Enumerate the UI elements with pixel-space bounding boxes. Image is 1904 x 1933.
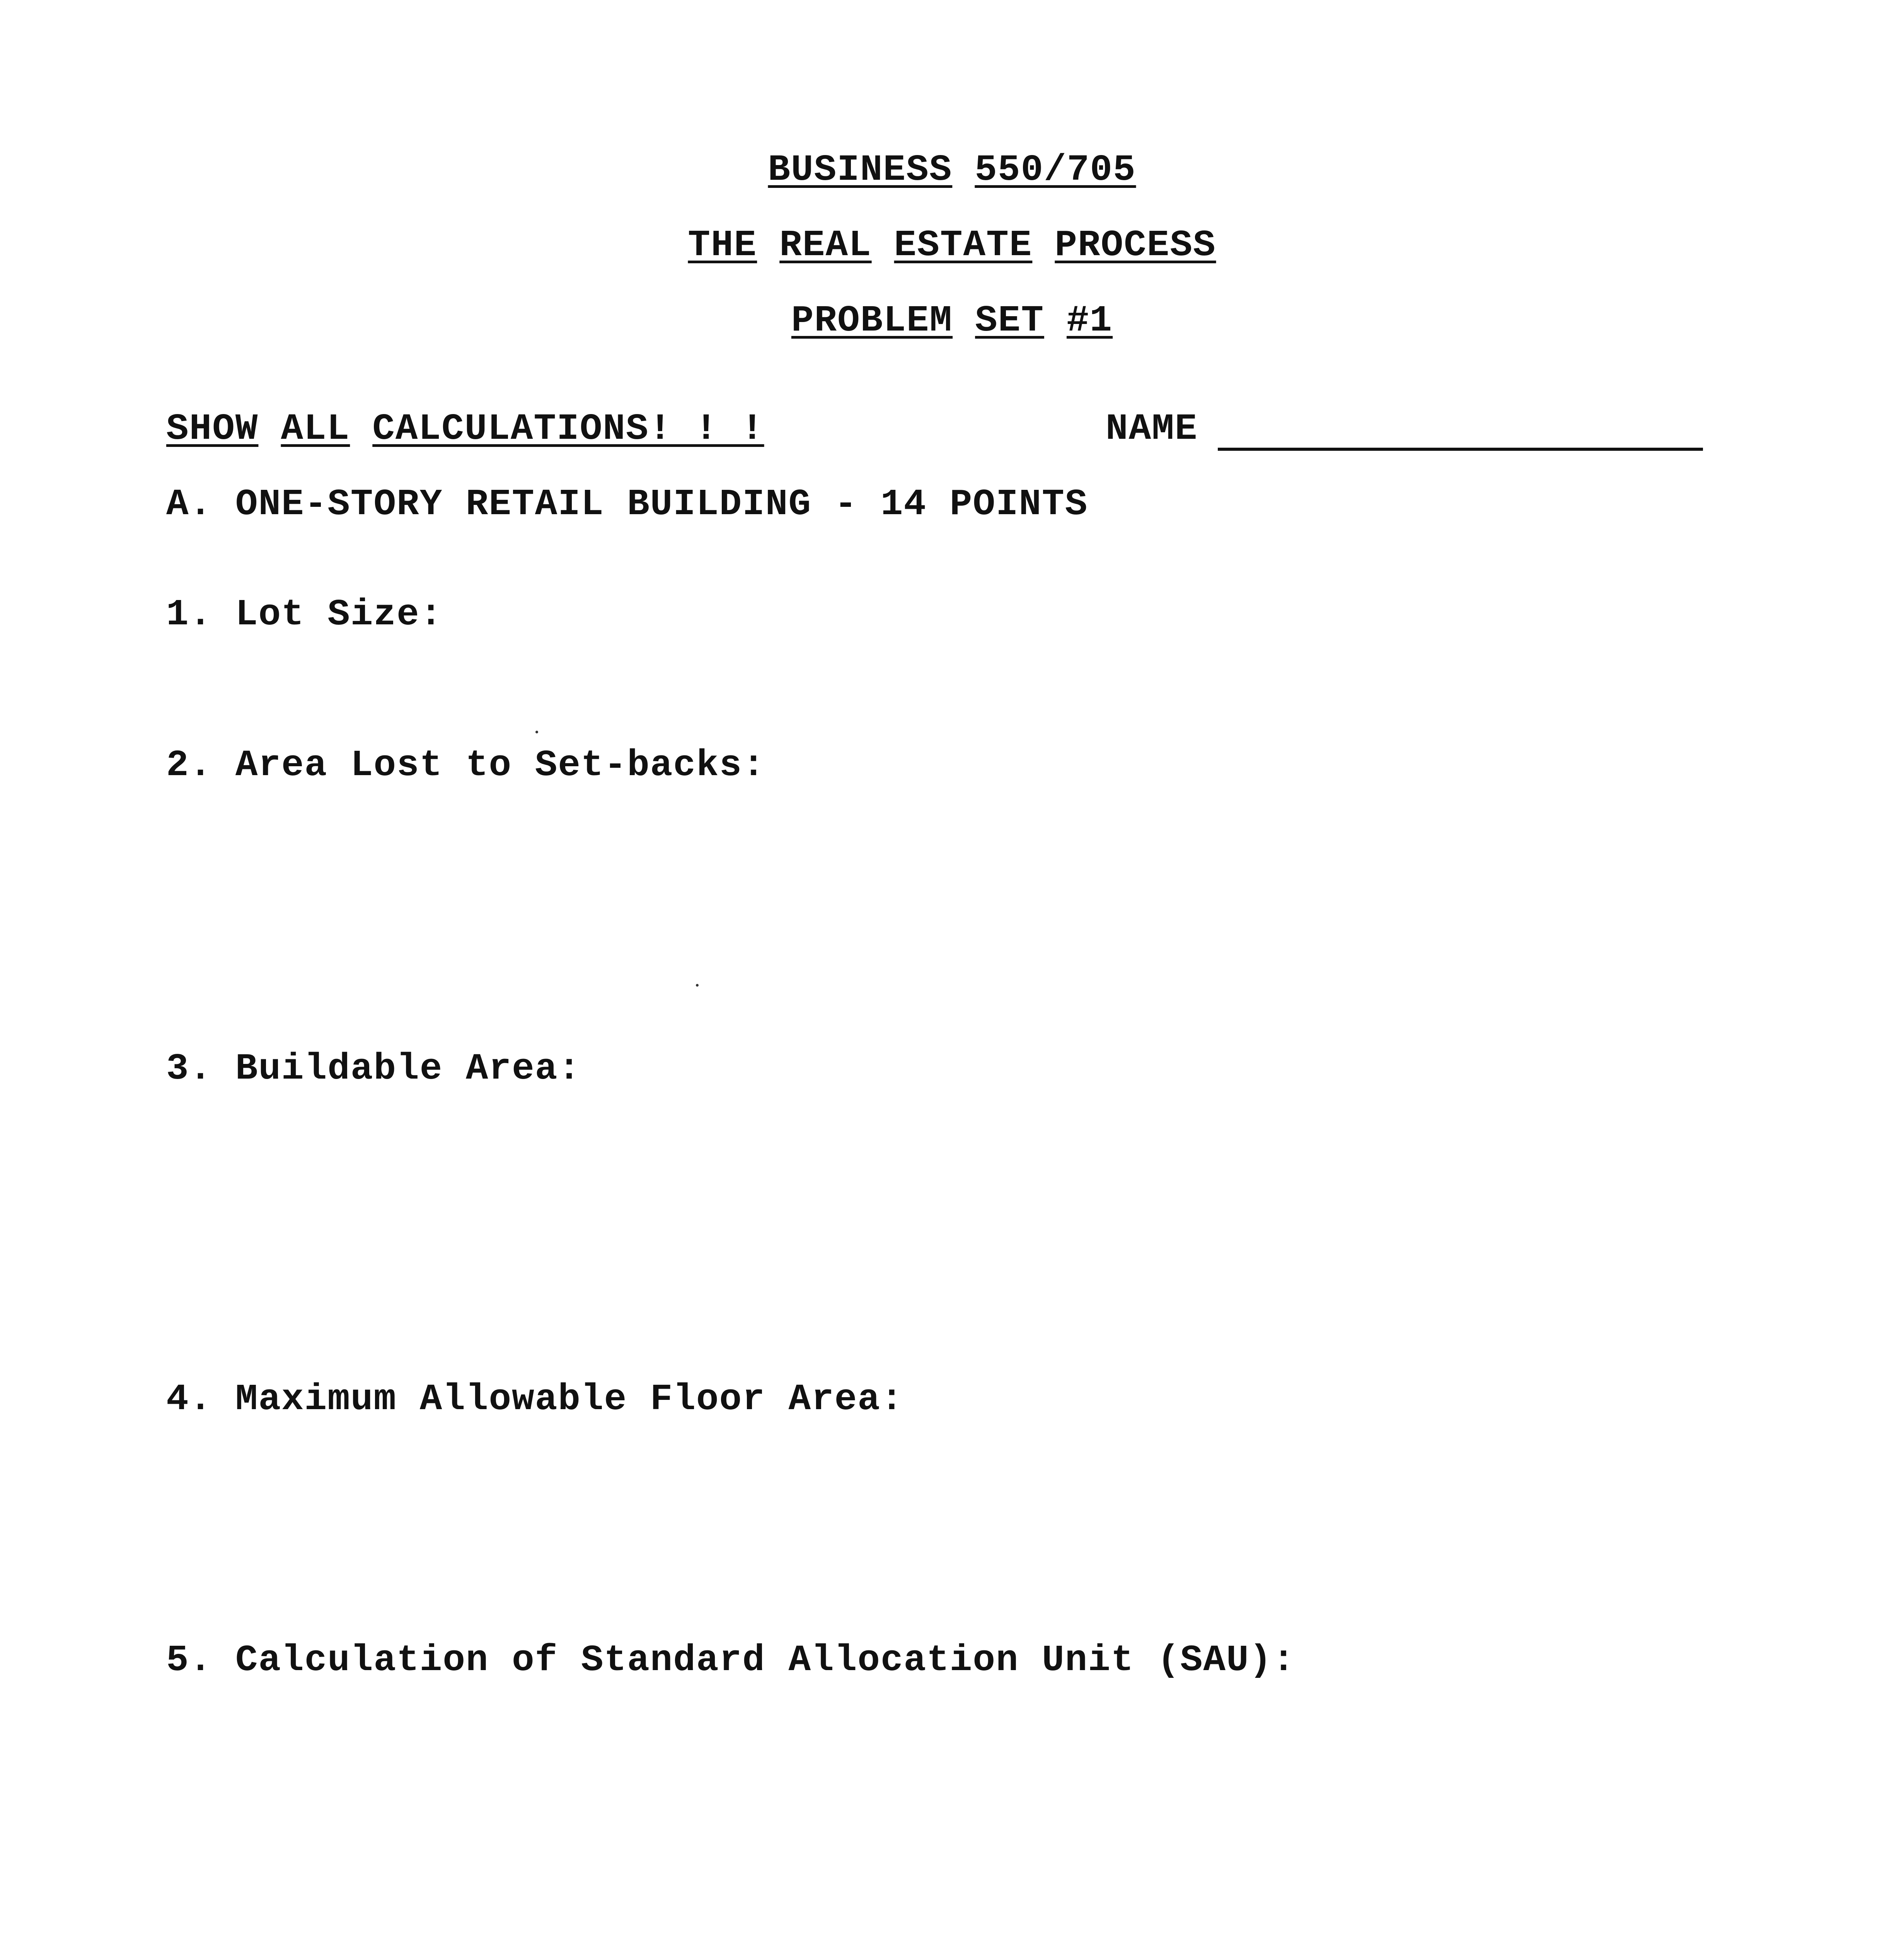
question-4: 4. Maximum Allowable Floor Area: (166, 1378, 904, 1420)
instructions-word: ALL (281, 408, 350, 450)
name-field-line[interactable] (1218, 448, 1703, 451)
problem-set-word: PROBLEM (791, 300, 953, 342)
subtitle-word: PROCESS (1055, 224, 1216, 266)
course-title-word: BUSINESS (768, 149, 953, 191)
scan-speck (696, 984, 699, 987)
scan-speck (535, 731, 538, 733)
course-title (0, 149, 1904, 191)
problem-set-title (0, 300, 1904, 342)
question-5: 5. Calculation of Standard Allocation Unit (SAU): (166, 1639, 1295, 1681)
course-subtitle (0, 224, 1904, 267)
question-1: 1. Lot Size: (166, 593, 443, 636)
section-a-heading: A. ONE-STORY RETAIL BUILDING - 14 POINTS (166, 483, 1088, 525)
problem-set-word: SET (975, 300, 1044, 342)
subtitle-word: ESTATE (894, 224, 1033, 266)
name-label: NAME (1106, 408, 1198, 450)
question-2: 2. Area Lost to Set-backs: (166, 744, 765, 786)
subtitle-word: REAL (779, 224, 872, 266)
question-3: 3. Buildable Area: (166, 1048, 581, 1090)
instructions (166, 408, 764, 450)
course-number: 550/705 (975, 149, 1136, 191)
instructions-word: SHOW (166, 408, 259, 450)
instructions-word: CALCULATIONS! ! ! (372, 408, 764, 450)
problem-set-number: #1 (1066, 300, 1113, 342)
subtitle-word: THE (688, 224, 757, 266)
